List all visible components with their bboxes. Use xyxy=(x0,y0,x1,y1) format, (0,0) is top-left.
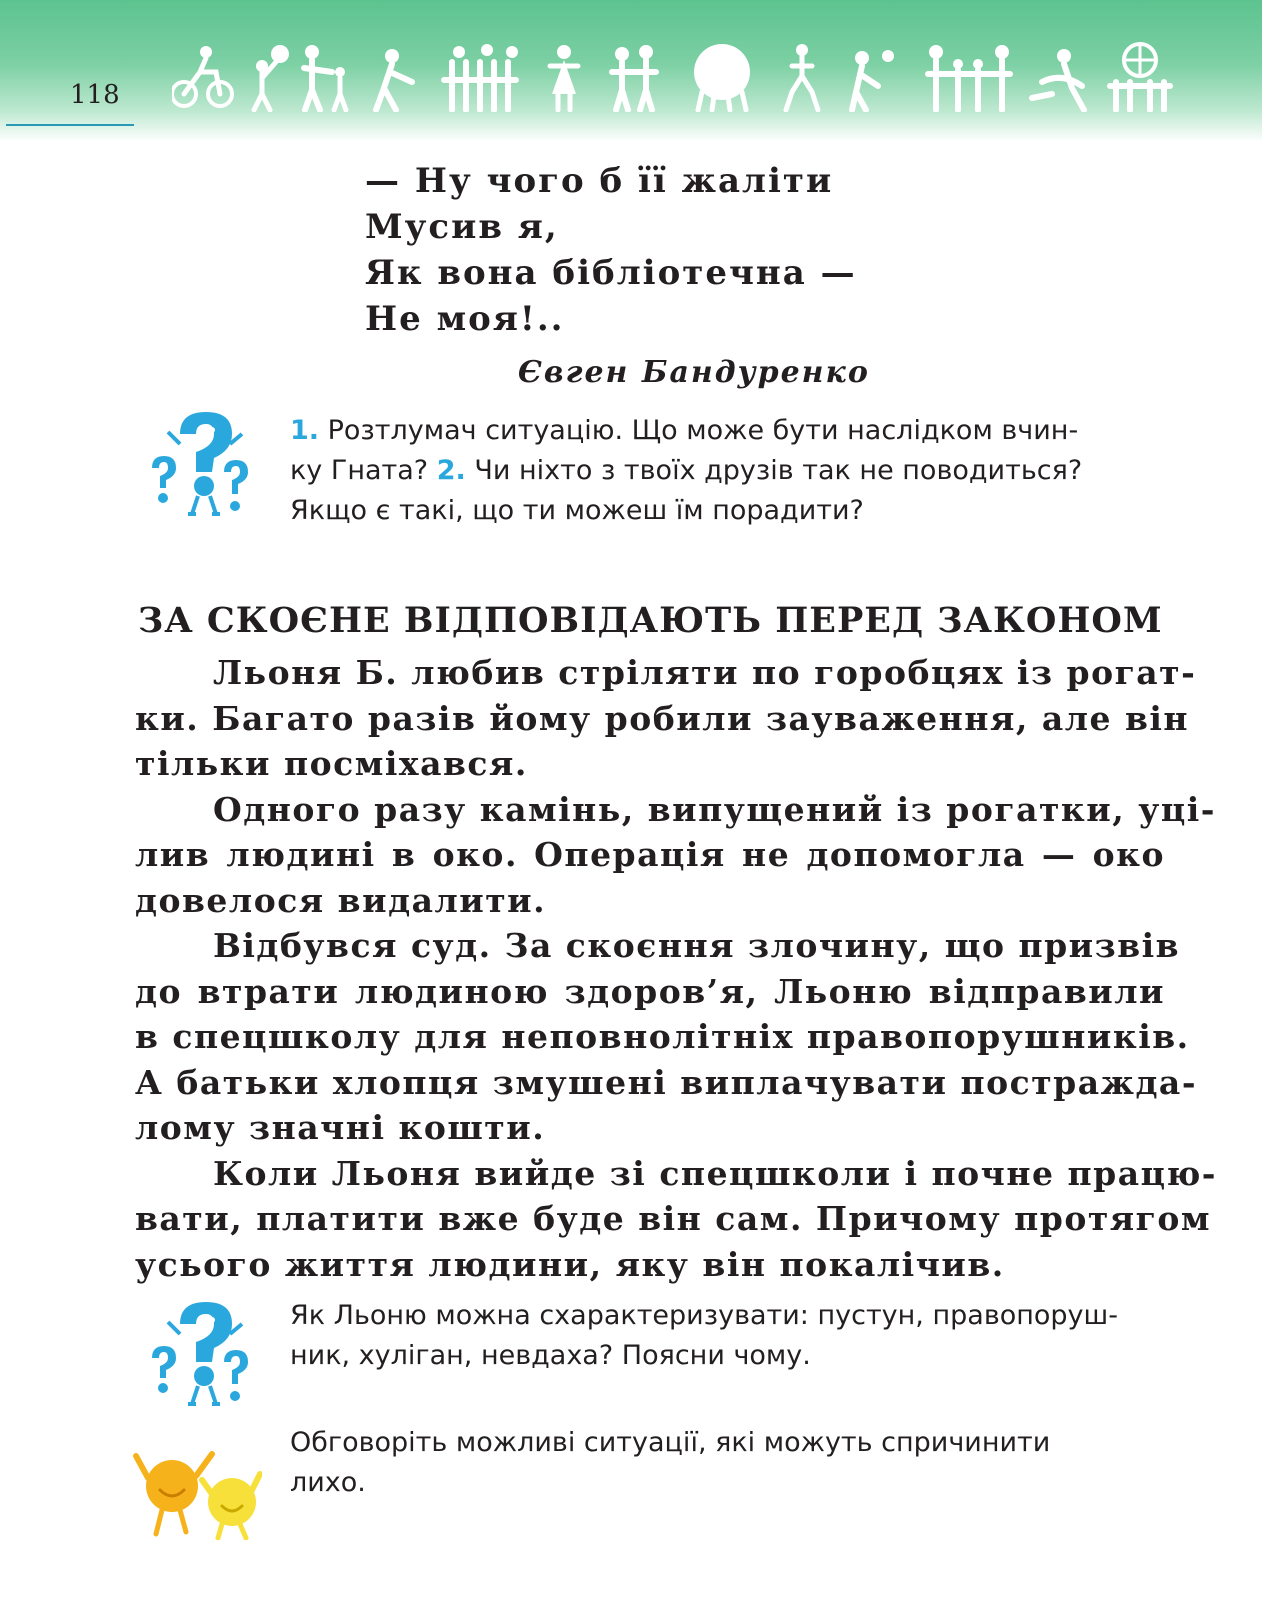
poem-author: Євген Бандуренко xyxy=(518,355,870,390)
poem-line: — Ну чого б її жаліти xyxy=(365,161,834,201)
poem-line: Як вона бібліотечна — xyxy=(365,253,857,293)
task-number: 1. xyxy=(290,415,320,446)
question-character-icon xyxy=(150,410,250,522)
paragraph xyxy=(135,923,1198,1151)
section-title: ЗА СКОЄНЕ ВІДПОВІДАЮТЬ ПЕРЕД ЗАКОНОМ xyxy=(138,600,1163,641)
task-text: Розтлумач ситуацію. Що може бути наслідком вчин- xyxy=(319,415,1079,446)
story-text xyxy=(135,650,1217,1287)
people-silhouettes-icon xyxy=(172,42,1182,112)
text-line: усього життя людини, яку він покалічив. xyxy=(135,1244,1005,1284)
text-line: А батьки хлопця змушені виплачувати постражда- xyxy=(135,1062,1198,1102)
page-number: 118 xyxy=(70,80,120,110)
text-line: Коли Льоня вийде зі спецшколи і почне працю- xyxy=(213,1153,1217,1193)
page-number-rule xyxy=(6,124,134,126)
poem-line: Не моя!.. xyxy=(365,299,565,339)
poem xyxy=(365,158,857,342)
paragraph xyxy=(135,1151,1217,1288)
poem-line: Мусив я, xyxy=(365,207,559,247)
text-line: Льоня Б. любив стріляти по горобцях із рогат- xyxy=(213,653,1197,692)
task-text: Як Льоню можна схарактеризувати: пустун, правопоруш- xyxy=(290,1300,1118,1331)
task-text: Обговоріть можливі ситуації, які можуть спричинити xyxy=(290,1427,1051,1458)
text-line: Відбувся суд. За скоєння злочину, що призвів xyxy=(213,926,1181,965)
task-questions-1 xyxy=(290,411,1170,531)
task-text: Чи ніхто з твоїх друзів так не поводиться? xyxy=(465,455,1083,486)
text-line: в спецшколу для неповнолітніх правопорушників. xyxy=(135,1017,1190,1056)
text-line: до втрати людиною здоров’я, Льоню відправили xyxy=(135,971,1165,1011)
task-questions-2 xyxy=(290,1296,1118,1376)
paragraph xyxy=(135,787,1216,924)
text-line: ки. Багато разів йому робили зауваження, але він xyxy=(135,698,1190,738)
task-text: лихо. xyxy=(290,1467,366,1498)
text-line: лив людині в око. Операція не допомогла — око xyxy=(135,835,1165,874)
text-line: тільки посміхався. xyxy=(135,744,528,783)
task-discussion xyxy=(290,1423,1170,1503)
text-line: лому значні кошти. xyxy=(135,1108,546,1147)
task-text: ку Гната? xyxy=(290,455,437,486)
task-text: ник, хуліган, невдаха? Поясни чому. xyxy=(290,1340,811,1371)
task-text: Якщо є такі, що ти можеш їм порадити? xyxy=(290,495,864,526)
text-line: довелося видалити. xyxy=(135,880,547,920)
smiley-characters-icon xyxy=(132,1450,262,1540)
task-number: 2. xyxy=(436,455,466,486)
text-line: Одного разу камінь, випущений із рогатки, уці- xyxy=(213,789,1216,829)
question-character-icon xyxy=(150,1300,250,1412)
paragraph xyxy=(135,650,1197,787)
text-line: вати, платити вже буде він сам. Причому протягом xyxy=(135,1199,1212,1238)
